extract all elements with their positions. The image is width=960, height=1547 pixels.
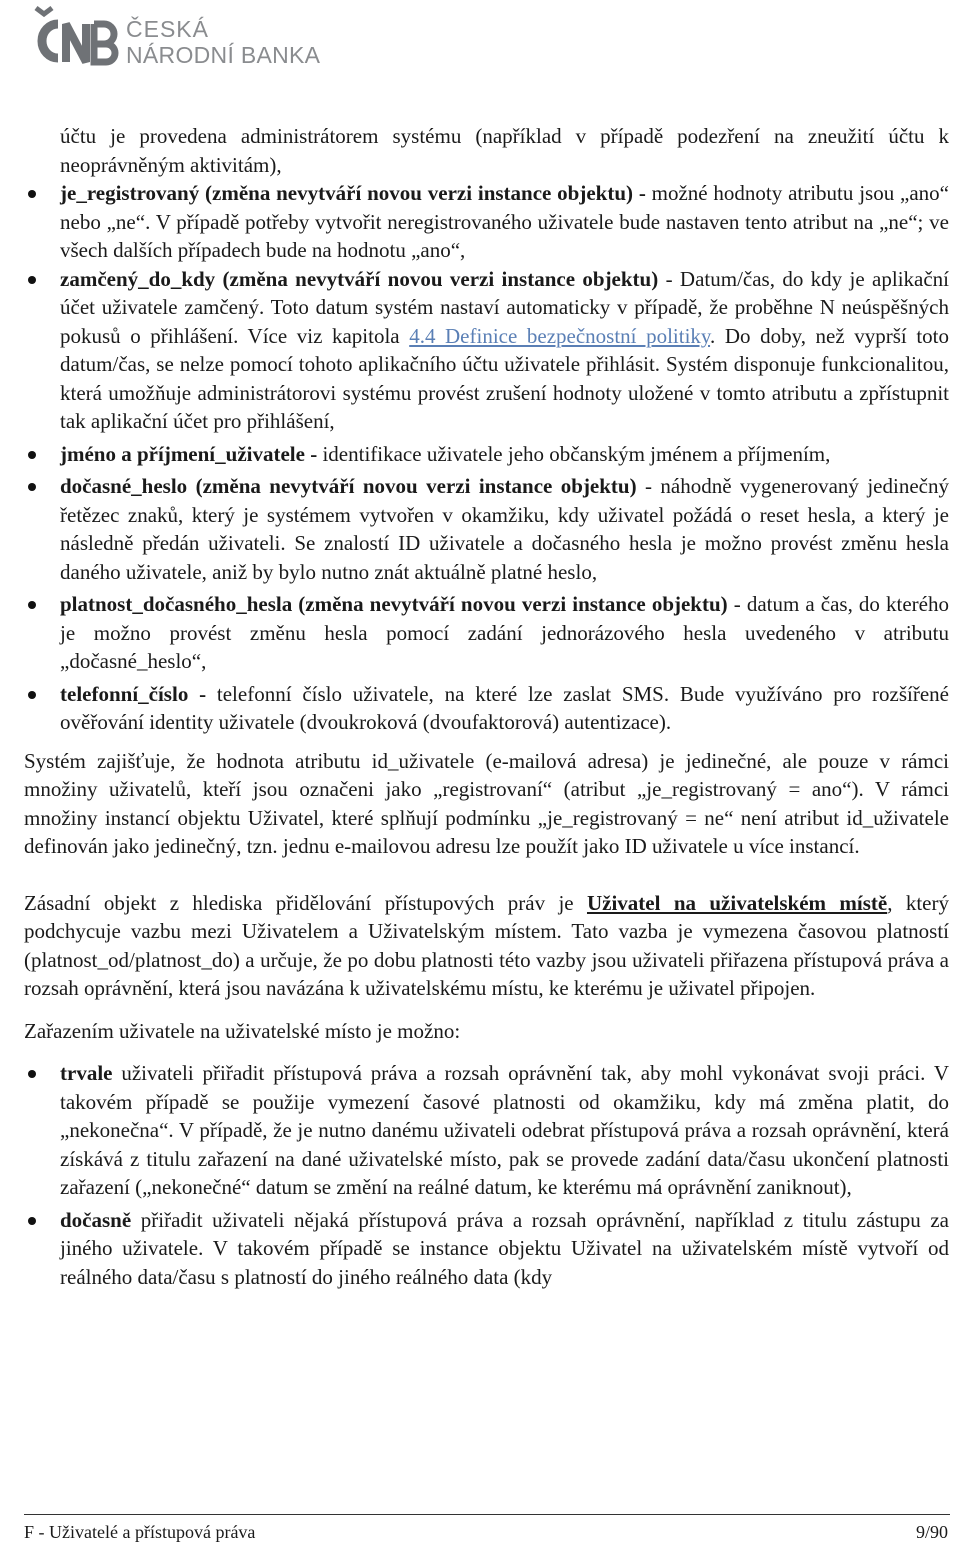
list-item <box>24 472 949 586</box>
list-item-text: možné hodnoty atributu jsou „ano“ nebo „ne“. V případě potřeby vytvořit neregistrovaného uživatele bude nastaven tento atribut na „ne“; ve všech dalších případech bude na hodnotu „ano“, <box>60 181 949 262</box>
attribute-name: je_registrovaný (změna nevytváří novou verzi instance objektu) - <box>60 181 646 205</box>
attribute-name: jméno a příjmení_uživatele - <box>60 441 318 466</box>
list-item-term: dočasně <box>60 1207 132 1232</box>
list-item-term: trvale <box>60 1061 113 1085</box>
paragraph-user-on-place <box>24 889 949 1003</box>
bullet-icon <box>28 483 36 491</box>
list-item <box>24 440 949 469</box>
list-item <box>24 680 949 737</box>
page-content <box>24 122 949 1291</box>
cnb-logo-mark <box>22 4 122 70</box>
list-item-text: telefonní číslo uživatele, na které lze zaslat SMS. Bude využíváno pro rozšířené ověřování identity uživatele (dvoukroková (dvoufaktorová) autentizace). <box>60 681 949 734</box>
list-item-text: přiřadit uživateli nějaká přístupová práva a rozsah oprávnění, například z titulu zástupu za jiného uživatele. V takovém případě se instance objektu Uživatel na uživatelském místě vytvoří od reálného data/času s platností do jiného reálného data (kdy <box>60 1207 949 1289</box>
bullet-icon <box>28 451 36 459</box>
logo-line1: ČESKÁ <box>126 16 209 42</box>
list-item-text: - datum a čas, do kterého je možno provést změnu hesla pomocí zadání jednorázového hesla uvedeného v atributu „dočasné_heslo“, <box>60 592 949 673</box>
list-item <box>24 1059 949 1202</box>
logo-line2: NÁRODNÍ BANKA <box>126 42 321 68</box>
bullet-icon <box>28 1217 36 1225</box>
page-number: 9/90 <box>915 1522 948 1542</box>
bullet-icon <box>28 276 36 284</box>
bullet-icon <box>28 601 36 609</box>
list-item-text: - náhodně vygenerovaný jedinečný řetězec znaků, který je systémem vytvořen v okamžiku, kdy uživatel požádá o reset hesla, a který je následně předán uživateli. Se znalostí ID uživatele a dočasného hesla je možno provést změnu hesla daného uživatele, aniž by bylo nutno znát aktuálně platné heslo, <box>60 474 949 584</box>
attribute-name: zamčený_do_kdy (změna nevytváří novou verzi instance objektu) <box>60 266 659 291</box>
list-item-text: uživateli přiřadit přístupová práva a rozsah oprávnění tak, aby mohl vykonávat svoji práci. V takovém případě se použije vymezení časové platnosti od okamžiku, kdy má změna platit, do „nekonečna“. V případě, že je nutno danému uživateli odebrat přístupová práva a rozsah oprávnění, která získává z titulu zařazení na dané uživatelské místo, pak se provede zadání data/času ukončení platnosti zařazení („nekonečné“ datum se změní na reálné datum, ke kterému má oprávnění zaniknout), <box>60 1061 949 1199</box>
footer-divider <box>24 1514 950 1515</box>
list-item <box>24 1206 949 1292</box>
attribute-name: dočasné_heslo (změna nevytváří novou verzi instance objektu) <box>60 474 637 498</box>
bullet-icon <box>28 691 36 699</box>
attribute-name: telefonní_číslo - <box>60 681 207 706</box>
list-item <box>24 122 949 179</box>
list-item-text: . Do doby, než vyprší toto datum/čas, se nelze pomocí tohoto aplikačního účtu uživatele přihlásit. Systém disponuje funkcionalitou, která umožňuje administrátorovi systému provést zrušení hodnoty uložené v tomto atributu a zpřístupnit tak aplikační účet pro přihlášení, <box>60 323 949 433</box>
paragraph-intro: Zařazením uživatele na uživatelské místo je možno: <box>24 1018 461 1043</box>
attribute-name: platnost_dočasného_hesla (změna nevytváří novou verzi instance objektu) <box>60 592 728 616</box>
assignment-list <box>24 1059 949 1291</box>
paragraph-text: Zásadní objekt z hlediska přidělování přístupových práv je <box>24 890 587 915</box>
list-item <box>24 265 949 436</box>
list-item-text: účtu je provedena administrátorem systému (například v případě podezření na zneužití účtu k neoprávněným aktivitám), <box>60 124 949 177</box>
list-item-text: identifikace uživatele jeho občanským jménem a příjmením, <box>317 441 831 466</box>
bullet-icon <box>28 190 36 198</box>
footer-title: F - Uživatelé a přístupová práva <box>24 1522 256 1542</box>
list-item <box>24 590 949 676</box>
cnb-logo <box>22 4 321 74</box>
list-item <box>24 179 949 265</box>
paragraph-text: , který podchycuje vazbu mezi Uživatelem a Uživatelským místem. Tato vazba je vymezena časovou platností (platnost_od/platnost_do) a určuje, že po dobu platnosti této vazby jsou uživateli přiřazena přístupová práva a rozsah oprávnění, která jsou navázána k uživatelskému místu, ke kterému je uživatel připojen. <box>24 890 949 1000</box>
logo-wordmark <box>126 18 320 67</box>
underlined-term: Uživatel na uživatelském místě <box>586 890 888 915</box>
attribute-list <box>24 122 949 737</box>
list-item-text: - Datum/čas, do kdy je aplikační účet uživatele zamčený. Toto datum systém nastaví automaticky v případě, že proběhne N neúspěšných pokusů o přihlášení. Více viz kapitola <box>60 266 950 348</box>
chapter-link[interactable]: 4.4 Definice bezpečnostní politiky <box>409 323 711 348</box>
paragraph-uniqueness: Systém zajišťuje, že hodnota atributu id_uživatele (e-mailová adresa) je jedinečné, ale pouze v rámci množiny uživatelů, kteří jsou označeni jako „registrovaní“ (atribut „je_registrovaný = ano“). V rámci množiny instancí objektu Uživatel, které splňují podmínku „je_registrovaný = ne“ není atribut id_uživatele definován jako jedinečný, tzn. jednu e-mailovou adresu lze použít jako ID uživatele u více instancí. <box>24 748 949 858</box>
bullet-icon <box>28 1070 36 1078</box>
